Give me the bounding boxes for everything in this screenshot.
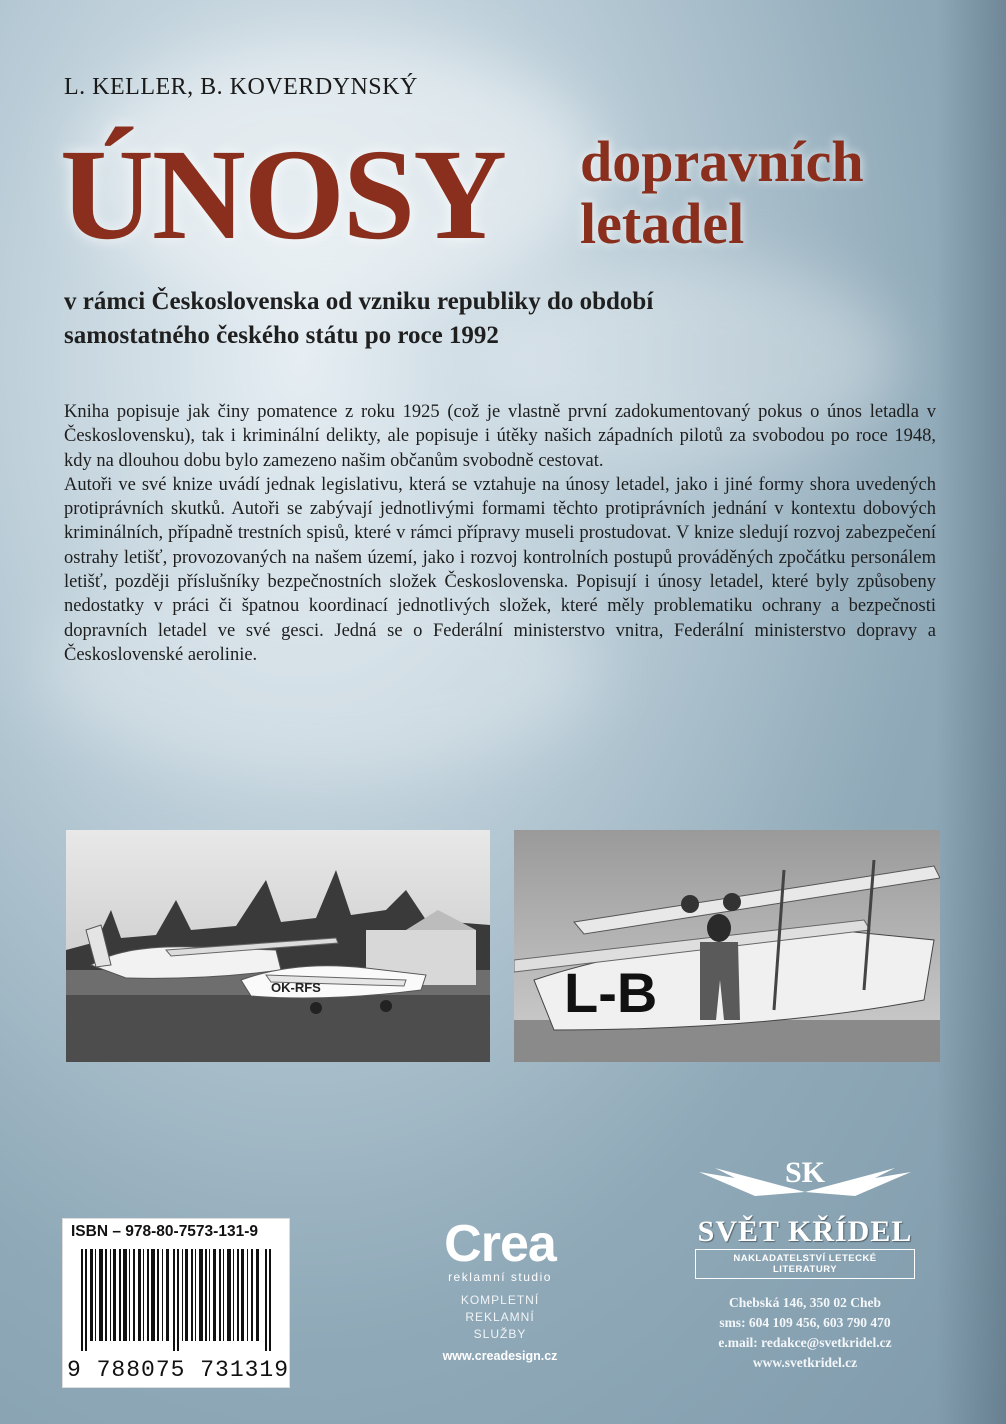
aircraft-registration: OK-RFS bbox=[271, 980, 321, 995]
crea-services-2: REKLAMNÍ bbox=[465, 1310, 535, 1324]
photo-biplane bbox=[514, 830, 940, 1062]
subtitle-line1: v rámci Československa od vzniku republiky do období bbox=[64, 288, 654, 315]
crea-studio: reklamní studio bbox=[448, 1270, 552, 1284]
crea-logo-block bbox=[420, 1215, 580, 1363]
blurb bbox=[64, 400, 936, 667]
airfield-image bbox=[66, 830, 490, 1062]
publisher-sms: sms: 604 109 456, 603 790 470 bbox=[719, 1315, 891, 1330]
publisher-block bbox=[695, 1148, 915, 1373]
crea-services-3: SLUŽBY bbox=[473, 1327, 527, 1341]
subtitle-line2: samostatného českého státu po roce 1992 bbox=[64, 322, 499, 349]
barcode bbox=[81, 1249, 273, 1351]
publisher-contact bbox=[695, 1293, 915, 1373]
spine-shadow bbox=[936, 0, 1006, 1424]
barcode-digits: 9 788075 731319 bbox=[67, 1357, 290, 1383]
publisher-name: SVĚT KŘÍDEL bbox=[697, 1215, 913, 1248]
photo-airfield bbox=[66, 830, 490, 1062]
publisher-monogram: SK bbox=[784, 1156, 826, 1189]
book-title-line1: dopravních bbox=[580, 129, 864, 194]
publisher-tagline: NAKLADATELSTVÍ LETECKÉ LITERATURY bbox=[695, 1249, 915, 1279]
authors: L. KELLER, B. KOVERDYNSKÝ bbox=[64, 74, 418, 100]
blurb-paragraph-1: Kniha popisuje jak činy pomatence z roku 1925 (což je vlastně první zadokumentovaný pokus o únos letadla v Československu), tak i kriminální delikty, ale popisuje i útěky našich západních pilotů za svobodou po roce 1948, kdy na dlouhou dobu bylo zamezeno našim občanům svobodně cestovat. bbox=[64, 402, 936, 471]
isbn: ISBN – 978-80-7573-131-9 bbox=[71, 1223, 258, 1240]
publisher-web: www.svetkridel.cz bbox=[752, 1355, 858, 1370]
aircraft-registration: L-B bbox=[564, 961, 658, 1024]
isbn-barcode-box bbox=[62, 1218, 290, 1388]
biplane-image bbox=[514, 830, 940, 1062]
subtitle bbox=[64, 285, 824, 353]
publisher-address: Chebská 146, 350 02 Cheb bbox=[729, 1295, 881, 1310]
blurb-paragraph-2: Autoři ve své knize uvádí jednak legislativu, která se vztahuje na únosy letadel, jako i jiné formy shora uvedených protiprávních skutků. Autoři se zabývají jednotlivými formami těchto protiprávních jednání v kontextu dobových kriminálních, případně trestních spisů, které v rámci přípravy museli prostudovat. V knize sledují rozvoj zabezpečení ostrahy letišť, provozovaných na našem území, jako i rozvoj kontrolních postupů prováděných zpočátku personálem letišť, později příslušníky bezpečnostních složek Československa. Popisují i únosy letadel, které byly způsobeny nedostatky v práci či špatnou koordinací jednotlivých složek, které měly problematiku ochrany a bezpečnosti dopravních letadel ve své gesci. Jedná se o Federální ministerstvo vnitra, Federální ministerstvo dopravy a Československé aerolinie. bbox=[64, 474, 936, 665]
crea-website: www.creadesign.cz bbox=[442, 1349, 558, 1363]
crea-services-1: KOMPLETNÍ bbox=[460, 1293, 540, 1307]
book-title: ÚNOSY bbox=[60, 123, 506, 267]
wings-logo-icon bbox=[695, 1148, 915, 1206]
crea-logo: Crea bbox=[444, 1215, 556, 1273]
book-title-line2: letadel bbox=[580, 191, 745, 256]
publisher-email: e.mail: redakce@svetkridel.cz bbox=[718, 1335, 892, 1350]
